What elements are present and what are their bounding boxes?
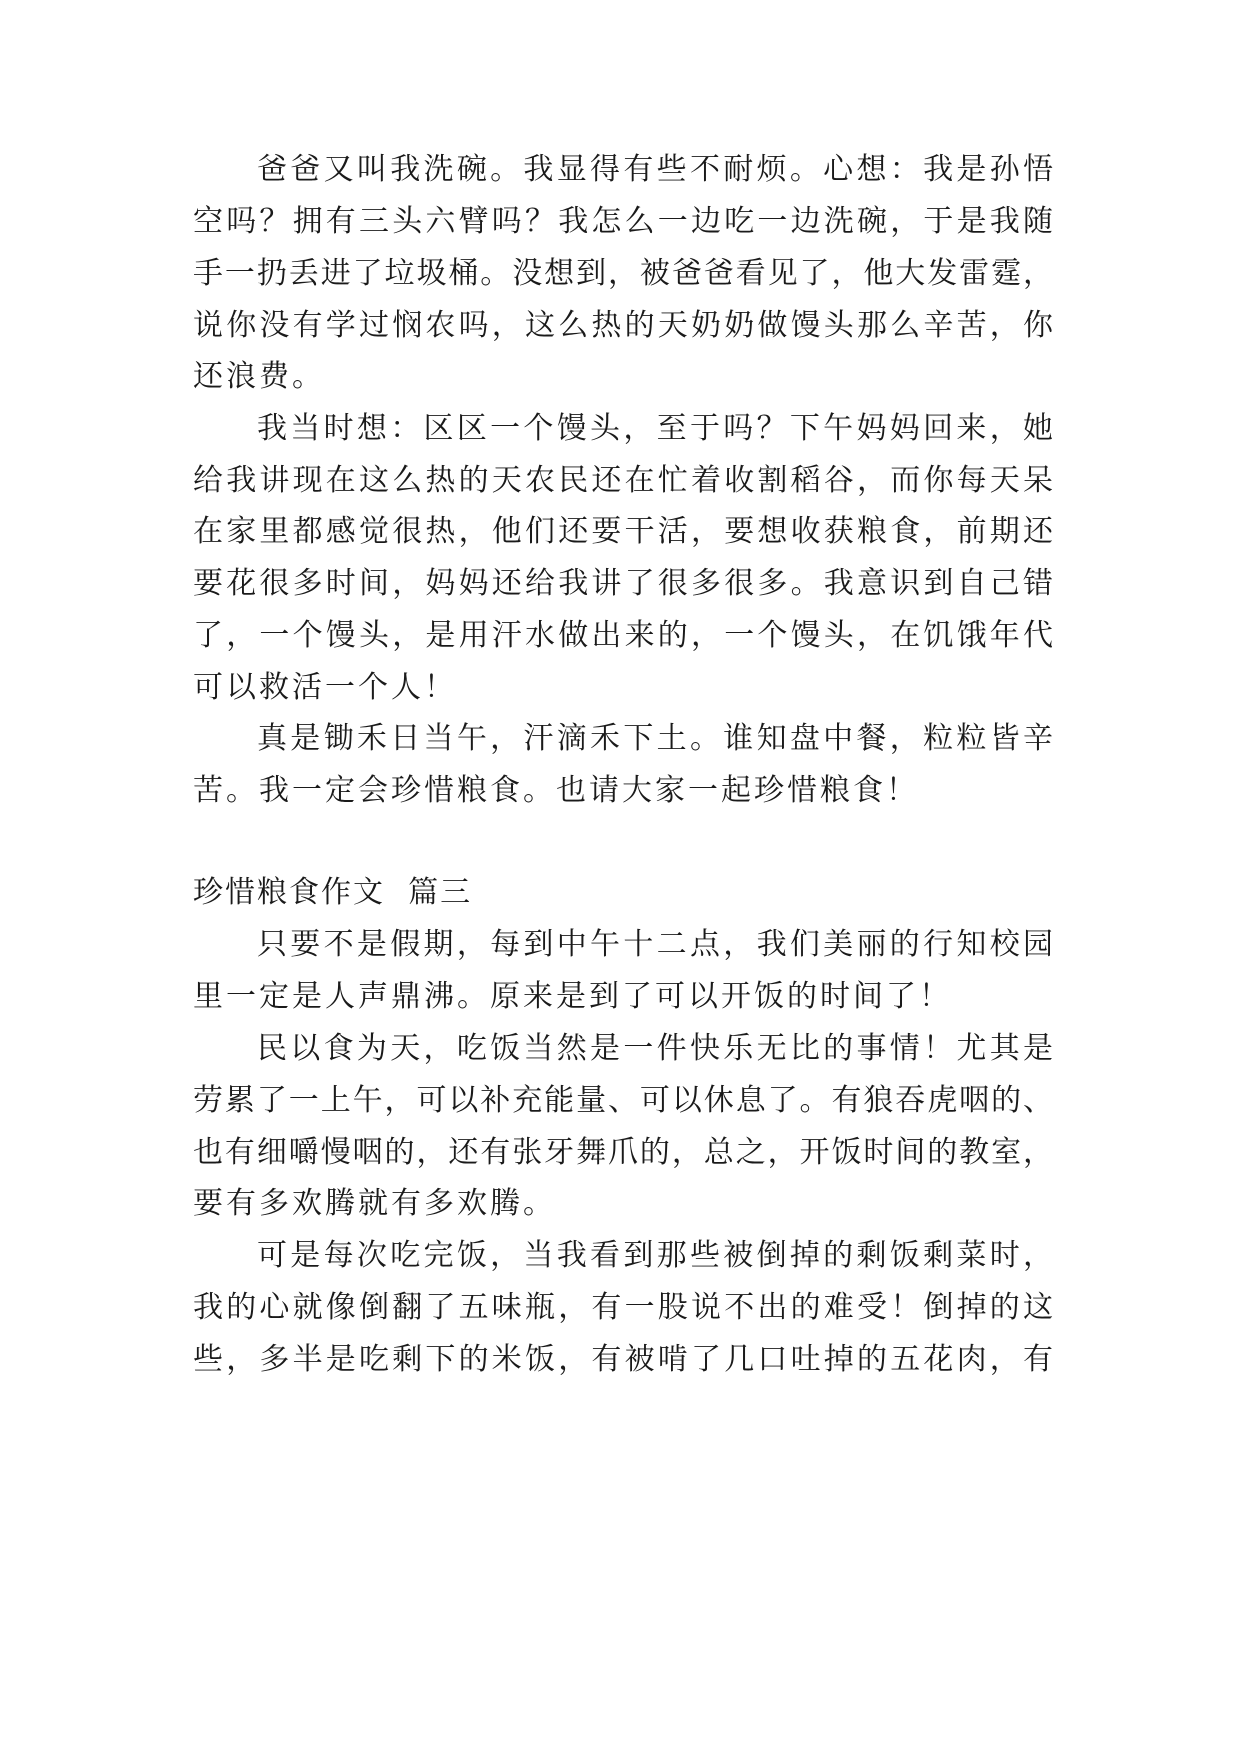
- paragraph-2-line-1: 我当时想：区区一个馒头，至于吗？下午妈妈回来，她: [257, 411, 1053, 446]
- paragraph-1-line-4: 说你没有学过悯农吗，这么热的天奶奶做馒头那么辛苦，你: [193, 308, 1053, 343]
- paragraph-1-line-5: 还浪费。: [193, 359, 325, 394]
- paragraph-3-line-1: 真是锄禾日当午，汗滴禾下土。谁知盘中餐，粒粒皆辛: [257, 721, 1053, 756]
- section-paragraph-2-line-4: 要有多欢腾就有多欢腾。: [193, 1186, 556, 1221]
- section-paragraph-2-line-1: 民以食为天，吃饭当然是一件快乐无比的事情！尤其是: [257, 1031, 1053, 1066]
- paragraph-1-line-2: 空吗？拥有三头六臂吗？我怎么一边吃一边洗碗，于是我随: [193, 204, 1053, 239]
- section-paragraph-3-line-1: 可是每次吃完饭，当我看到那些被倒掉的剩饭剩菜时，: [257, 1238, 1053, 1273]
- paragraph-1-line-1: 爸爸又叫我洗碗。我显得有些不耐烦。心想：我是孙悟: [257, 152, 1053, 187]
- paragraph-1-line-3: 手一扔丢进了垃圾桶。没想到，被爸爸看见了，他大发雷霆，: [193, 256, 1053, 291]
- paragraph-2-line-6: 可以救活一个人！: [193, 670, 457, 705]
- section-paragraph-3-line-2: 我的心就像倒翻了五味瓶，有一股说不出的难受！倒掉的这: [193, 1290, 1053, 1325]
- paragraph-3-line-2: 苦。我一定会珍惜粮食。也请大家一起珍惜粮食！: [193, 773, 919, 808]
- section-paragraph-1-line-1: 只要不是假期，每到中午十二点，我们美丽的行知校园: [257, 927, 1053, 962]
- paragraph-2-line-2: 给我讲现在这么热的天农民还在忙着收割稻谷，而你每天呆: [193, 463, 1053, 498]
- section-paragraph-1-line-2: 里一定是人声鼎沸。原来是到了可以开饭的时间了！: [193, 979, 952, 1014]
- paragraph-2-line-4: 要花很多时间，妈妈还给我讲了很多很多。我意识到自己错: [193, 566, 1053, 601]
- paragraph-2-line-5: 了，一个馒头，是用汗水做出来的，一个馒头，在饥饿年代: [193, 618, 1053, 653]
- section-paragraph-2-line-2: 劳累了一上午，可以补充能量、可以休息了。有狼吞虎咽的、: [193, 1083, 1053, 1118]
- section-paragraph-3-line-3: 些，多半是吃剩下的米饭，有被啃了几口吐掉的五花肉，有: [193, 1342, 1053, 1377]
- section-title: 珍惜粮食作文 篇三: [193, 875, 473, 910]
- section-paragraph-2-line-3: 也有细嚼慢咽的，还有张牙舞爪的，总之，开饭时间的教室，: [193, 1135, 1053, 1170]
- paragraph-2-line-3: 在家里都感觉很热，他们还要干活，要想收获粮食，前期还: [193, 514, 1053, 549]
